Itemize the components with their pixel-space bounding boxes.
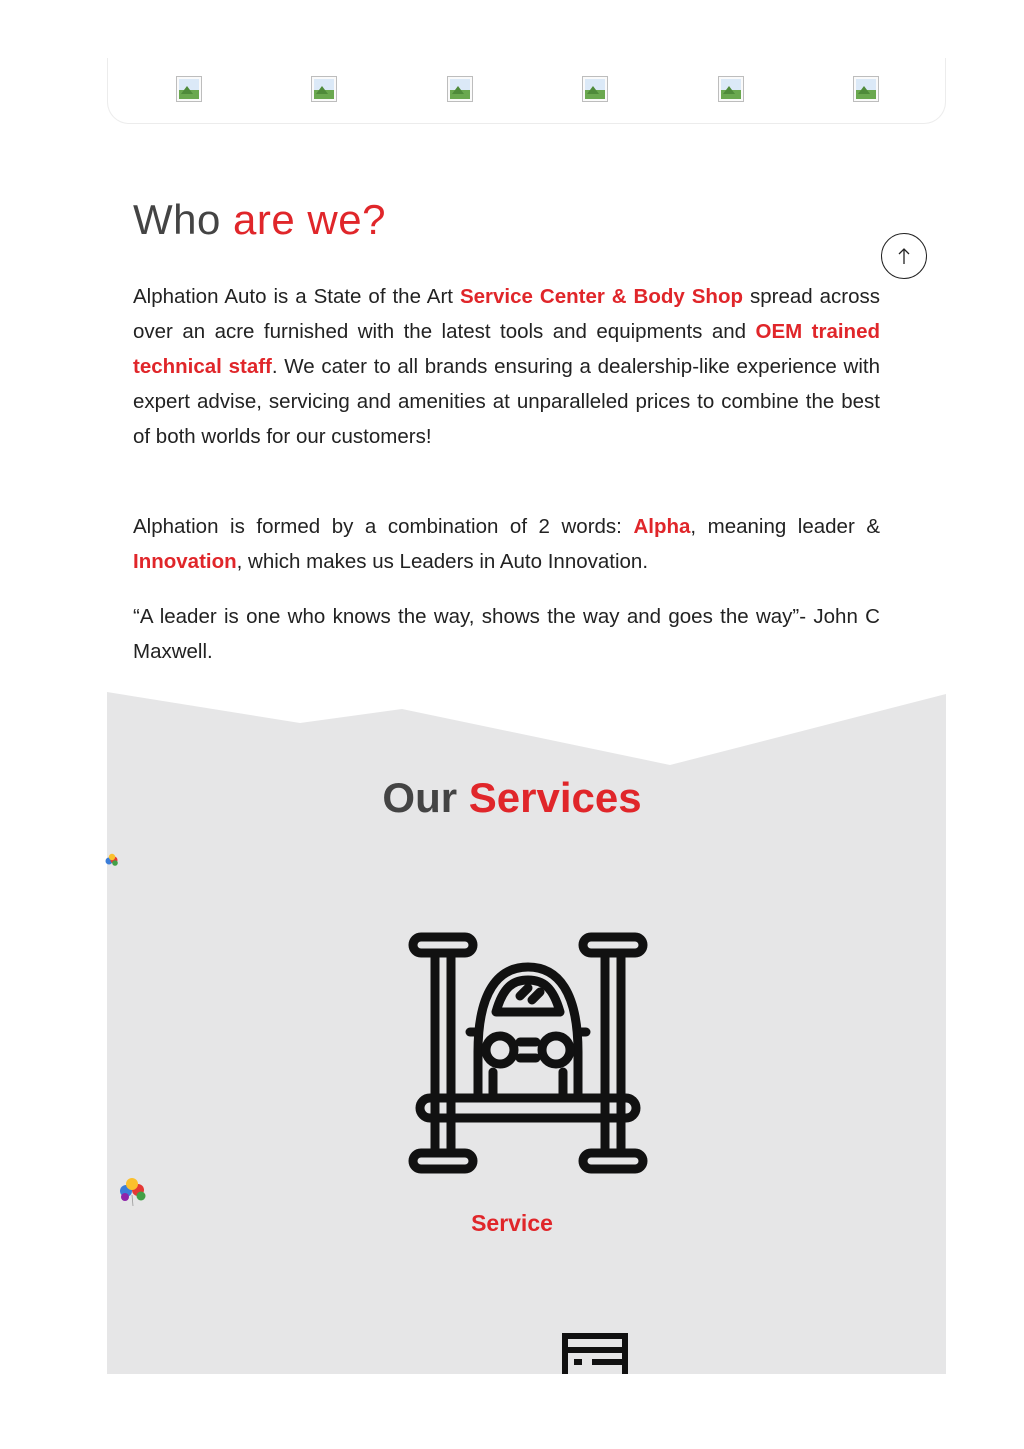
balloons-icon bbox=[117, 1175, 149, 1207]
about-text: . We cater to all brands ensuring a dealership-like experience with expert advise, servicing and amenities at unparalleled prices to combine the best of both worlds for our customers! bbox=[133, 355, 880, 448]
scroll-to-top-button[interactable] bbox=[881, 233, 927, 279]
window-icon[interactable] bbox=[562, 1333, 628, 1374]
who-are-we-heading bbox=[133, 196, 386, 244]
broken-image-icon[interactable] bbox=[176, 76, 202, 102]
who-title-plain: Who bbox=[133, 196, 234, 243]
who-title-accent: are we? bbox=[233, 196, 386, 243]
broken-image-icon[interactable] bbox=[718, 76, 744, 102]
highlight-service-center: Service Center & Body Shop bbox=[459, 285, 744, 308]
balloons-icon bbox=[104, 852, 120, 868]
broken-image-icon[interactable] bbox=[447, 76, 473, 102]
broken-image-icon[interactable] bbox=[582, 76, 608, 102]
service-item-label[interactable]: Service bbox=[471, 1210, 553, 1236]
services-title-accent: Services bbox=[468, 774, 642, 821]
broken-image-icon[interactable] bbox=[311, 76, 337, 102]
leadership-quote: “A leader is one who knows the way, shows the way and goes the way”- John C Maxwell. bbox=[133, 605, 880, 663]
about-paragraph-1 bbox=[133, 279, 880, 454]
highlight-alpha: Alpha bbox=[633, 515, 691, 538]
about-text: Alphation is formed by a combination of 2 words: bbox=[133, 515, 634, 538]
highlight-innovation: Innovation bbox=[133, 550, 237, 573]
brand-logo-strip bbox=[107, 58, 946, 124]
car-lift-icon[interactable] bbox=[408, 932, 648, 1174]
about-text: , meaning leader & bbox=[690, 515, 881, 538]
highlight-oem-staff: OEM trained technical staff bbox=[133, 320, 880, 378]
arrow-up-icon bbox=[896, 247, 912, 265]
services-title-plain: Our bbox=[382, 774, 469, 821]
about-text: spread across over an acre furnished with the latest tools and equipments and bbox=[133, 285, 881, 343]
about-text: , which makes us Leaders in Auto Innovation. bbox=[236, 550, 649, 573]
services-heading bbox=[0, 774, 1024, 822]
broken-image-icon[interactable] bbox=[853, 76, 879, 102]
about-paragraph-2 bbox=[133, 509, 880, 579]
about-text: Alphation Auto is a State of the Art bbox=[133, 285, 460, 308]
